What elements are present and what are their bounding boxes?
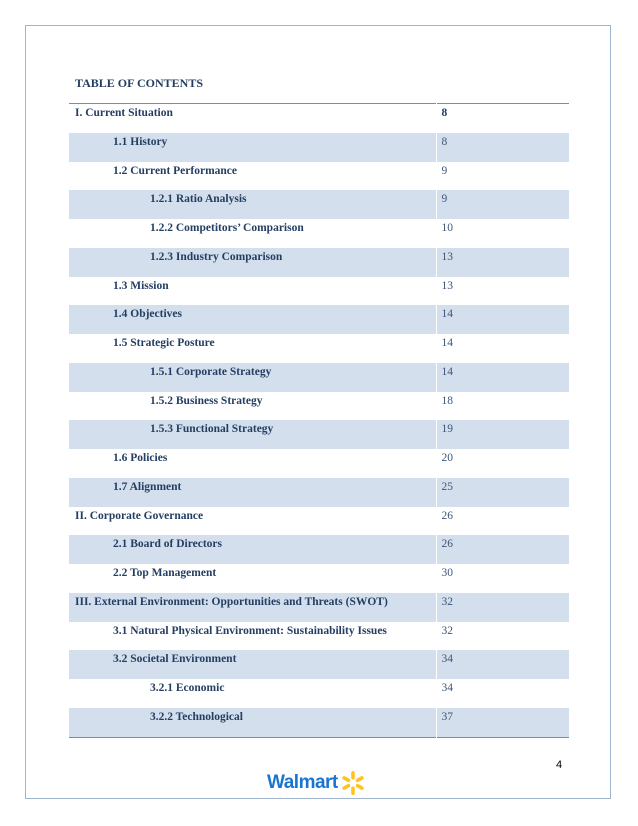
toc-entry-title-text: 1.2.3 Industry Comparison bbox=[150, 250, 283, 263]
toc-entry-title-text: 2.2 Top Management bbox=[113, 567, 217, 579]
spark-icon bbox=[340, 770, 366, 796]
toc-entry-page-text: 32 bbox=[441, 624, 453, 637]
toc-entry-title-text: 1.6 Policies bbox=[113, 452, 168, 464]
toc-row bbox=[69, 104, 569, 133]
toc-entry-page-text: 10 bbox=[441, 222, 453, 234]
toc-entry-page-text: 26 bbox=[441, 509, 453, 522]
toc-row bbox=[69, 679, 569, 708]
walmart-logo bbox=[267, 769, 366, 797]
toc-entry-page bbox=[436, 593, 569, 622]
toc-entry-page-text: 32 bbox=[441, 595, 453, 608]
spark-ray bbox=[351, 787, 355, 796]
toc-entry-title bbox=[69, 708, 436, 737]
toc-entry-page-text: 19 bbox=[441, 423, 453, 436]
toc-entry-page bbox=[436, 622, 569, 651]
toc-entry-page bbox=[436, 104, 569, 133]
toc-entry-title-text: 1.2.2 Competitors’ Comparison bbox=[150, 222, 304, 234]
toc-entry-title bbox=[69, 535, 436, 564]
toc-entry-title-text: III. External Environment: Opportunities and Threats (SWOT) bbox=[75, 595, 388, 608]
toc-entry-title-text: I. Current Situation bbox=[75, 107, 173, 119]
toc-entry-page bbox=[436, 190, 569, 219]
toc-entry-page-text: 14 bbox=[441, 337, 453, 349]
toc-row bbox=[69, 708, 569, 737]
toc-entry-page bbox=[436, 535, 569, 564]
toc-entry-title bbox=[69, 478, 436, 507]
toc-entry-page-text: 13 bbox=[441, 279, 453, 292]
toc-row bbox=[69, 363, 569, 392]
toc-entry-page bbox=[436, 277, 569, 306]
toc-row bbox=[69, 507, 569, 536]
toc-entry-page-text: 18 bbox=[441, 394, 453, 407]
toc-entry-title bbox=[69, 162, 436, 191]
toc-entry-title-text: 1.1 History bbox=[113, 135, 168, 148]
toc-entry-title bbox=[69, 392, 436, 421]
toc-entry-page bbox=[436, 650, 569, 679]
toc-entry-title bbox=[69, 507, 436, 536]
toc-row bbox=[69, 478, 569, 507]
toc-entry-title-text: II. Corporate Governance bbox=[75, 509, 204, 522]
toc-row bbox=[69, 650, 569, 679]
toc-entry-page-text: 34 bbox=[441, 653, 453, 666]
spark-ray bbox=[341, 783, 350, 790]
toc-entry-page-text: 20 bbox=[441, 452, 453, 464]
spark-ray bbox=[355, 783, 364, 790]
toc-entry-title-text: 3.2.1 Economic bbox=[150, 682, 225, 694]
toc-entry-page bbox=[436, 334, 569, 363]
toc-entry-page-text: 13 bbox=[441, 250, 453, 263]
toc-entry-title-text: 1.2 Current Performance bbox=[113, 164, 238, 177]
toc-heading: TABLE OF CONTENTS bbox=[75, 76, 204, 90]
toc-row bbox=[69, 190, 569, 219]
toc-entry-page bbox=[436, 392, 569, 421]
toc-entry-title bbox=[69, 248, 436, 277]
toc-entry-title bbox=[69, 305, 436, 334]
toc-row bbox=[69, 277, 569, 306]
toc-entry-page-text: 34 bbox=[441, 682, 453, 694]
toc-row bbox=[69, 535, 569, 564]
toc-entry-page bbox=[436, 162, 569, 191]
toc-entry-title-text: 1.7 Alignment bbox=[113, 480, 182, 493]
toc-entry-title bbox=[69, 420, 436, 449]
toc-entry-page-text: 26 bbox=[441, 538, 453, 551]
toc-row bbox=[69, 420, 569, 449]
toc-entry-page bbox=[436, 219, 569, 248]
toc-entry-page-text: 14 bbox=[441, 365, 453, 378]
toc-entry-page-text: 25 bbox=[441, 480, 453, 493]
toc-row bbox=[69, 305, 569, 334]
toc-row bbox=[69, 162, 569, 191]
toc-entry-page bbox=[436, 449, 569, 478]
toc-row bbox=[69, 449, 569, 478]
toc-entry-title-text: 1.4 Objectives bbox=[113, 308, 182, 321]
toc-entry-page bbox=[436, 363, 569, 392]
toc-entry-page bbox=[436, 507, 569, 536]
toc-row bbox=[69, 334, 569, 363]
toc-entry-page bbox=[436, 420, 569, 449]
toc-entry-title-text: 1.5.2 Business Strategy bbox=[150, 394, 263, 407]
toc-entry-page bbox=[436, 248, 569, 277]
toc-entry-title bbox=[69, 219, 436, 248]
toc-entry-title-text: 1.3 Mission bbox=[113, 279, 169, 292]
toc-entry-title bbox=[69, 133, 436, 162]
toc-entry-page bbox=[436, 305, 569, 334]
toc-row bbox=[69, 248, 569, 277]
toc-row bbox=[69, 219, 569, 248]
toc-entry-page-text: 8 bbox=[441, 107, 448, 119]
toc-entry-title-text: 3.2 Societal Environment bbox=[113, 653, 237, 666]
toc-entry-title-text: 3.1 Natural Physical Environment: Sustainability Issues bbox=[113, 624, 387, 637]
toc-entry-page bbox=[436, 478, 569, 507]
toc-entry-title bbox=[69, 334, 436, 363]
toc-entry-title bbox=[69, 449, 436, 478]
spark-ray bbox=[355, 775, 364, 782]
toc-row bbox=[69, 564, 569, 593]
toc-entry-page-text: 30 bbox=[441, 567, 453, 579]
toc-entry-page-text: 14 bbox=[441, 308, 453, 321]
logo-wordmark: Walmart bbox=[267, 772, 338, 793]
toc-row bbox=[69, 622, 569, 651]
toc-entry-title bbox=[69, 650, 436, 679]
toc-entry-title-text: 1.2.1 Ratio Analysis bbox=[150, 193, 247, 206]
toc-entry-title-text: 1.5 Strategic Posture bbox=[113, 337, 215, 349]
toc-entry-page bbox=[436, 708, 569, 737]
toc-entry-title bbox=[69, 593, 436, 622]
toc-entry-title-text: 1.5.1 Corporate Strategy bbox=[150, 365, 272, 378]
toc-entry-page-text: 9 bbox=[441, 164, 448, 177]
spark-ray bbox=[341, 775, 350, 782]
toc-entry-title bbox=[69, 622, 436, 651]
toc-row bbox=[69, 133, 569, 162]
page-number: 4 bbox=[556, 759, 563, 771]
toc-entry-title-text: 1.5.3 Functional Strategy bbox=[150, 423, 274, 436]
toc-entry-title bbox=[69, 104, 436, 133]
toc-entry-title-text: 3.2.2 Technological bbox=[150, 710, 243, 723]
toc-entry-title bbox=[69, 564, 436, 593]
toc-entry-page bbox=[436, 133, 569, 162]
toc-body bbox=[69, 104, 569, 738]
toc-entry-page bbox=[436, 564, 569, 593]
toc-entry-page-text: 8 bbox=[441, 135, 448, 148]
toc-table bbox=[69, 103, 569, 738]
spark-ray bbox=[351, 771, 355, 780]
toc-entry-title bbox=[69, 190, 436, 219]
toc-entry-title bbox=[69, 277, 436, 306]
toc-entry-page-text: 9 bbox=[441, 193, 448, 206]
toc-row bbox=[69, 392, 569, 421]
toc-entry-page bbox=[436, 679, 569, 708]
toc-entry-title-text: 2.1 Board of Directors bbox=[113, 538, 223, 551]
toc-row bbox=[69, 593, 569, 622]
toc-entry-title bbox=[69, 679, 436, 708]
toc-entry-title bbox=[69, 363, 436, 392]
toc-entry-page-text: 37 bbox=[441, 710, 453, 723]
